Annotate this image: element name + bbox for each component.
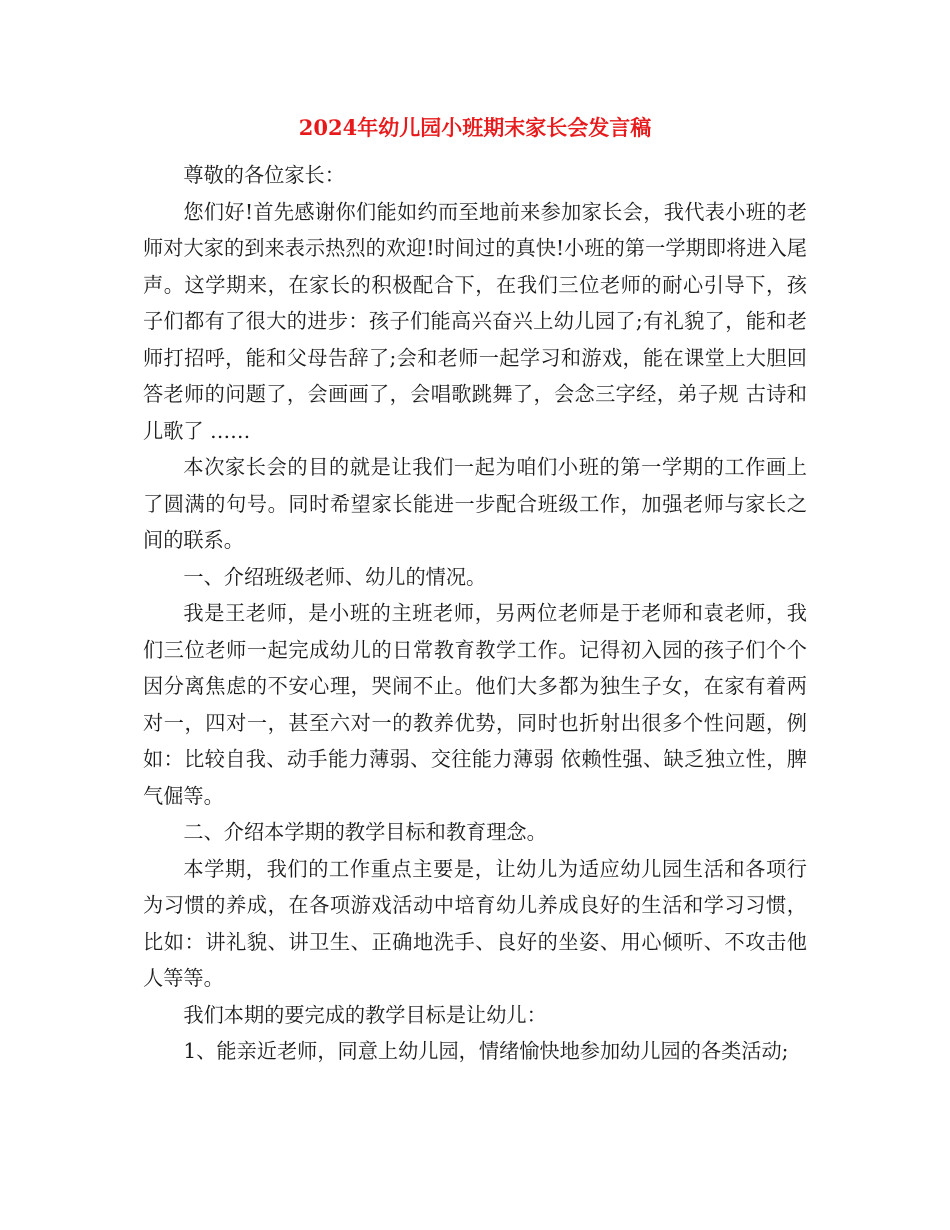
salutation: 尊敬的各位家长： — [183, 163, 345, 187]
paragraph-purpose: 本次家长会的目的就是让我们一起为咱们小班的第一学期的工作画上了圆满的句号。同时希望家长能进一步配合班级工作，加强老师与家长之间的联系。 — [143, 455, 807, 552]
list-item-goal-1: 1、能亲近老师，同意上幼儿园，情绪愉快地参加幼儿园的各类活动; — [183, 1039, 789, 1063]
section-heading-2: 二、介绍本学期的教学目标和教育理念。 — [183, 820, 547, 844]
paragraph-focus: 本学期，我们的工作重点主要是，让幼儿为适应幼儿园生活和各项行为习惯的养成，在各项游戏活动中培育幼儿养成良好的生活和学习习惯，比如：讲礼貌、讲卫生、正确地洗手、良好的坐姿、用心倾听、不攻击他人等等。 — [143, 856, 807, 990]
paragraph-greeting: 您们好!首先感谢你们能如约而至地前来参加家长会，我代表小班的老师对大家的到来表示热烈的欢迎!时间过的真快!小班的第一学期即将进入尾声。这学期来，在家长的积极配合下，在我们三位老师的耐心引导下，孩子们都有了很大的进步：孩子们能高兴奋兴上幼儿园了;有礼貌了，能和老师打招呼，能和父母告辞了;会和老师一起学习和游戏，能在课堂上大胆回答老师的问题了，会画画了，会唱歌跳舞了，会念三字经，弟子规 古诗和儿歌了 …… — [143, 199, 807, 443]
document-body — [143, 157, 807, 1070]
paragraph-goals-intro: 我们本期的要完成的教学目标是让幼儿： — [183, 1002, 547, 1027]
section-heading-1: 一、介绍班级老师、幼儿的情况。 — [183, 564, 487, 589]
document-title: 2024年幼儿园小班期末家长会发言稿 — [298, 115, 652, 140]
paragraph-teachers: 我是王老师，是小班的主班老师，另两位老师是于老师和袁老师，我们三位老师一起完成幼儿的日常教育教学工作。记得初入园的孩子们个个因分离焦虑的不安心理，哭闹不止。他们大多都为独生子女，在家有着两对一，四对一，甚至六对一的教养优势，同时也折射出很多个性问题，例如：比较自我、动手能力薄弱、交往能力薄弱 依赖性强、缺乏独立性，脾气倔等。 — [143, 601, 807, 808]
